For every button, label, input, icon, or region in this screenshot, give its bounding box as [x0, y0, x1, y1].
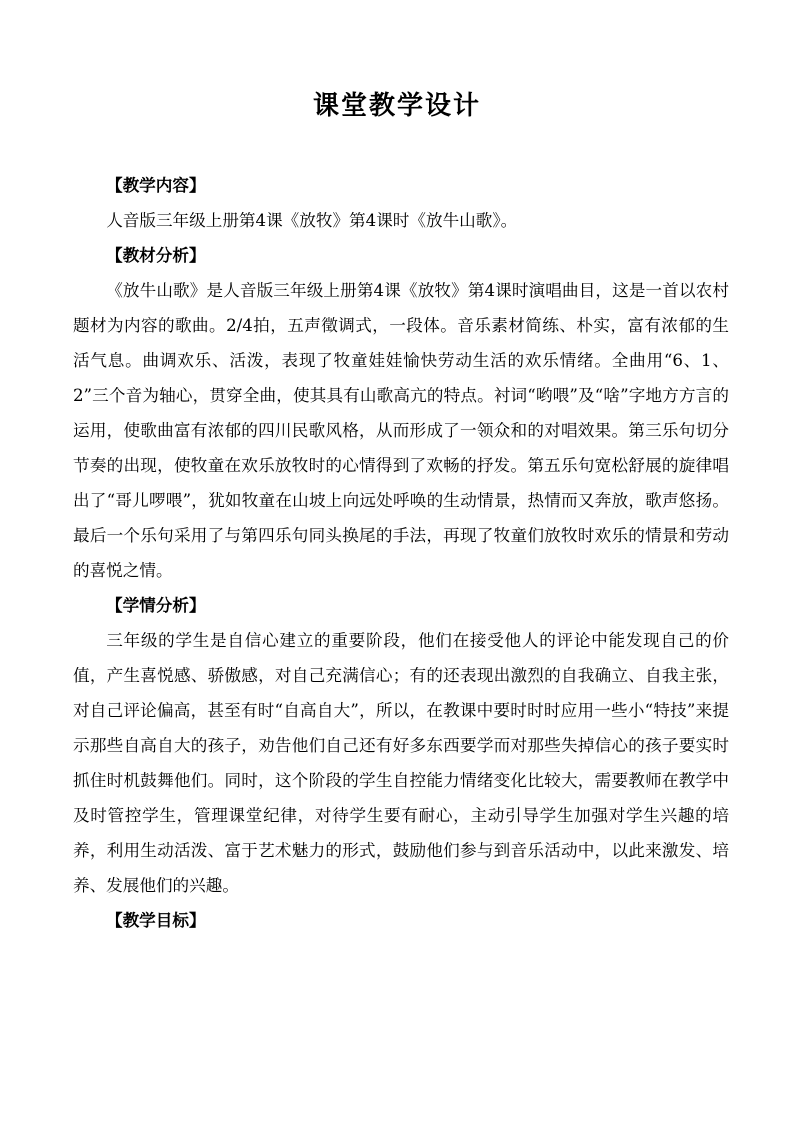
document-body [73, 168, 729, 938]
section-body-teaching-content: 人音版三年级上册第4课《放牧》第4课时《放牛山歌》。 [106, 211, 518, 230]
section-heading-material-analysis: 【教材分析】 [106, 246, 206, 265]
section-body-student-analysis: 三年级的学生是自信心建立的重要阶段，他们在接受他人的评论中能发现自己的价值，产生喜悦感、骄傲感，对自己充满信心；有的还表现出激烈的自我确立、自我主张，对自己评论偏高，甚至有时“自高自大”，所以，在教课中要时时时应用一些小“特技”来提示那些自高自大的孩子，劝告他们自己还有好多东西要学而对那些失掉信心的孩子要实时抓住时机鼓舞他们。同时，这个阶段的学生自控能力情绪变化比较大，需要教师在教学中及时管控学生，管理课堂纪律，对待学生要有耐心，主动引导学生加强对学生兴趣的培养，利用生动活泼、富于艺术魅力的形式，鼓励他们参与到音乐活动中，以此来激发、培养、发展他们的兴趣。 [73, 631, 729, 895]
section-body-material-analysis: 《放牛山歌》是人音版三年级上册第4课《放牧》第4课时演唱曲目，这是一首以农村题材为内容的歌曲。2/4拍，五声徵调式，一段体。音乐素材简练、朴实，富有浓郁的生活气息。曲调欢乐、活泼，表现了牧童娃娃愉快劳动生活的欢乐情绪。全曲用“6、1、2”三个音为轴心，贯穿全曲，使其具有山歌高亢的特点。衬词“哟喂”及“啥”字地方方言的运用，使歌曲富有浓郁的四川民歌风格，从而形成了一领众和的对唱效果。第三乐句切分节奏的出现，使牧童在欢乐放牧时的心情得到了欢畅的抒发。第五乐句宽松舒展的旋律唱出了“哥儿啰喂”，犹如牧童在山坡上向远处呼唤的生动情景，热情而又奔放，歌声悠扬。最后一个乐句采用了与第四乐句同头换尾的手法，再现了牧童们放牧时欢乐的情景和劳动的喜悦之情。 [73, 281, 729, 580]
section-heading-teaching-goals: 【教学目标】 [106, 911, 206, 930]
section-heading-teaching-content: 【教学内容】 [106, 176, 206, 195]
document-title: 课堂教学设计 [312, 91, 481, 121]
section-heading-student-analysis: 【学情分析】 [106, 596, 206, 615]
